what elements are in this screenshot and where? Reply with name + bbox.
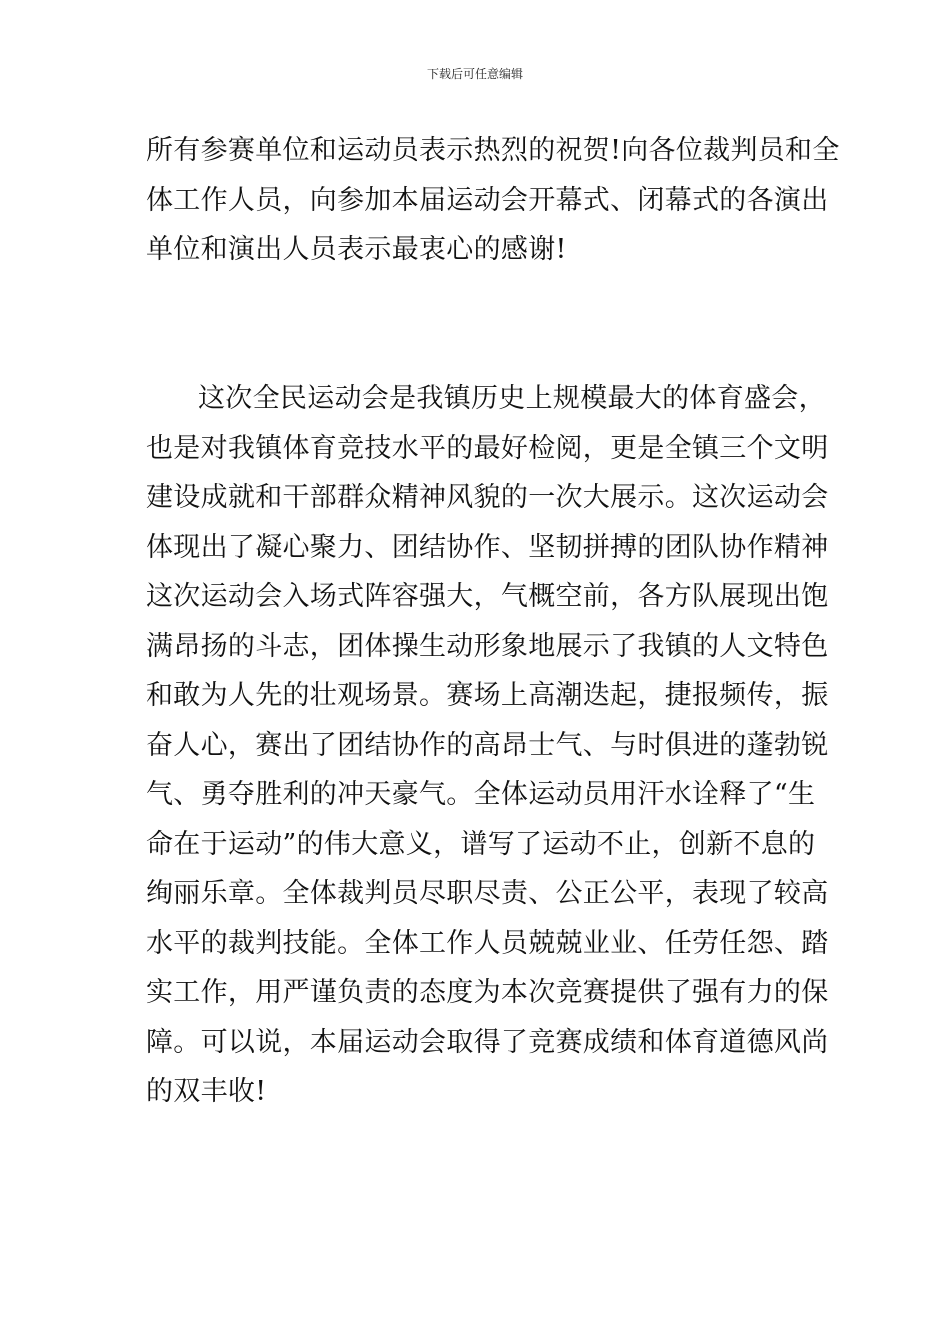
text-line: 所有参赛单位和运动员表示热烈的祝贺!向各位裁判员和全 — [146, 135, 840, 166]
text-line: 建设成就和干部群众精神风貌的一次大展示。这次运动会 — [146, 482, 829, 513]
text-line: 体工作人员，向参加本届运动会开幕式、闭幕式的各演出 — [146, 184, 829, 216]
text-line: 绚丽乐章。全体裁判员尽职尽责、公正公平，表现了较高 — [146, 878, 829, 909]
text-line: 也是对我镇体育竞技水平的最好检阅，更是全镇三个文明 — [146, 432, 829, 464]
text-line: 的双丰收! — [146, 1076, 267, 1107]
text-line: 这次全民运动会是我镇历史上规模最大的体育盛会， — [198, 383, 826, 414]
text-line: 奋人心，赛出了团结协作的高昂士气、与时俱进的蓬勃锐 — [146, 729, 829, 761]
text-line: 满昂扬的斗志，团体操生动形象地展示了我镇的人文特色 — [146, 630, 829, 662]
text-line: 命在于运动”的伟大意义，谱写了运动不止，创新不息的 — [146, 828, 816, 860]
text-line: 体现出了凝心聚力、团结协作、坚韧拼搏的团队协作精神 — [146, 531, 829, 563]
text-line: 水平的裁判技能。全体工作人员兢兢业业、任劳任怨、踏 — [146, 927, 829, 959]
text-line: 实工作，用严谨负责的态度为本次竞赛提供了强有力的保 — [146, 977, 829, 1008]
text-line: 这次运动会入场式阵容强大，气概空前，各方队展现出饱 — [146, 581, 829, 612]
text-line: 气、勇夺胜利的冲天豪气。全体运动员用汗水诠释了“生 — [146, 779, 816, 810]
text-line: 障。可以说，本届运动会取得了竞赛成绩和体育道德风尚 — [146, 1026, 829, 1058]
header-note: 下载后可任意编辑 — [426, 67, 523, 81]
paragraph-games-review — [146, 374, 829, 1117]
text-line: 和敢为人先的壮观场景。赛场上高潮迭起，捷报频传，振 — [146, 680, 829, 711]
paragraph-congratulations — [146, 126, 840, 275]
text-line: 单位和演出人员表示最衷心的感谢! — [146, 234, 567, 265]
